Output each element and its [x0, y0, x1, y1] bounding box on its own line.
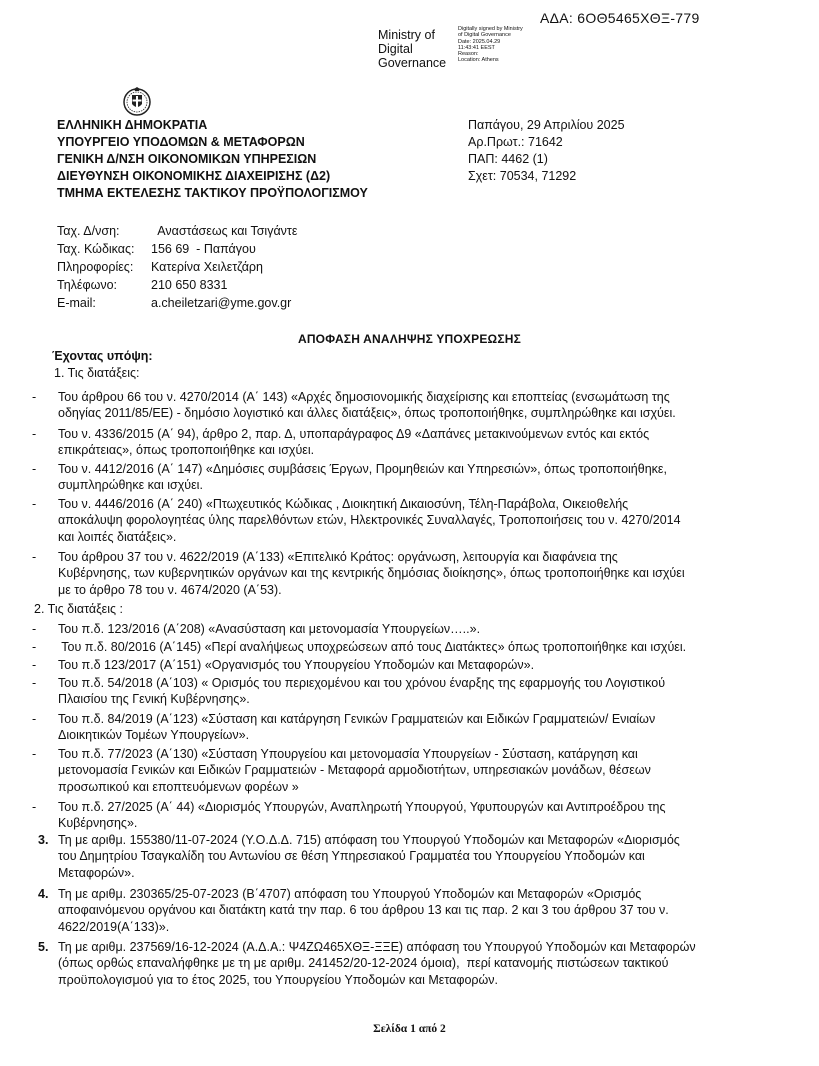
item-line: προϋπολογισμού για το έτος 2025, του Υπουργείου Υποδομών και Μεταφορών. [58, 972, 498, 987]
signature-org-line: Digital [378, 42, 413, 56]
reference-block [468, 117, 625, 185]
item-line: Κυβέρνησης». [58, 816, 138, 831]
section-2-label: 2. Τις διατάξεις : [34, 602, 123, 616]
item-number: 3. [38, 833, 49, 847]
bullet-dash: - [32, 658, 37, 672]
bullet-dash: - [32, 640, 37, 654]
list-item [58, 711, 754, 744]
item-line: Πλαισίου της Γενική Κυβέρνησης». [58, 692, 250, 707]
bullet-dash: - [32, 800, 37, 814]
item-line: Του ν. 4446/2016 (Α΄ 240) «Πτωχευτικός Κώδικας , Διοικητική Δικαιοσύνη, Τέλη-Παράβολα, Οικειοθελής [58, 497, 629, 511]
item-number: 4. [38, 887, 49, 901]
item-line: και λοιπές διατάξεις». [58, 529, 177, 544]
list-item [58, 389, 754, 422]
item-line: 4622/2019(Α΄133)». [58, 919, 170, 934]
bullet-dash: - [32, 712, 37, 726]
issuer-line: ΥΠΟΥΡΓΕΙΟ ΥΠΟΔΟΜΩΝ & ΜΕΤΑΦΟΡΩΝ [57, 135, 305, 149]
section-1-list [0, 389, 819, 599]
item-line: αποφαινόμενου οργάνου και διατάκτη κατά την παρ. 6 του άρθρου 13 και τις παρ. 2 και 3 του άρθρου 37 του ν. [58, 903, 669, 918]
ada-code: ΑΔΑ: 6ΟΘ5465ΧΘΞ-779 [540, 10, 700, 26]
reference-line: Παπάγου, 29 Απριλίου 2025 [468, 118, 625, 132]
item-number: 5. [38, 940, 49, 954]
item-line: οδηγίας 2011/85/ΕΕ) - δημόσιο λογιστικό και άλλες διατάξεις», όπως τροποποιήθηκε, συμπληρώθηκε και ισχύει. [58, 406, 676, 421]
issuer-block [57, 117, 368, 202]
bullet-dash: - [32, 550, 37, 564]
signature-org-line: Governance [378, 56, 447, 70]
list-item [58, 621, 754, 637]
item-line: Τη με αριθμ. 237569/16-12-2024 (Α.Δ.Α.: Ψ4ΖΩ465ΧΘΞ-ΞΞΕ) απόφαση του Υπουργού Υποδομών και Μεταφορών [58, 940, 696, 954]
greek-coat-of-arms-icon [121, 85, 153, 117]
signature-detail: of Digital Governance [458, 32, 511, 39]
item-line: Του άρθρου 66 του ν. 4270/2014 (Α΄ 143) «Αρχές δημοσιονομικής διαχείρισης και εποπτείας (ενσωμάτωση της [58, 390, 670, 404]
contact-key: Ταχ. Κώδικας: [57, 242, 135, 256]
bullet-dash: - [32, 747, 37, 761]
bullet-dash: - [32, 497, 37, 511]
contact-value: Αναστάσεως και Τσιγάντε [151, 224, 298, 238]
numbered-list [0, 832, 819, 1002]
reference-line: Αρ.Πρωτ.: 71642 [468, 135, 563, 149]
list-item [58, 675, 754, 708]
bullet-dash: - [32, 676, 37, 690]
list-item [58, 639, 754, 655]
signature-detail: Digitally signed by Ministry [458, 26, 523, 32]
item-line: Του π.δ. 84/2019 (Α΄123) «Σύσταση και κατάργηση Γενικών Γραμματειών και Ειδικών Γραμματειών/ Ενιαίων [58, 712, 656, 726]
contact-row [57, 240, 297, 258]
item-line: Του άρθρου 37 του ν. 4622/2019 (Α΄133) «Επιτελικό Κράτος: οργάνωση, λειτουργία και διαφάνεια της [58, 550, 618, 564]
item-line: με το άρθρο 78 του ν. 4674/2020 (Α΄53). [58, 582, 282, 597]
item-line: μετονομασία Γενικών και Ειδικών Γραμματειών - Μεταφορά αρμοδιοτήτων, υπηρεσιακών μονάδων, θέσεων [58, 763, 651, 778]
list-item [58, 461, 754, 494]
item-line: συμπληρώθηκε και ισχύει. [58, 478, 203, 493]
item-line: προσωπικού και εποπτευόμενων φορέων » [58, 779, 299, 794]
list-item [58, 549, 754, 598]
section-1-label: 1. Τις διατάξεις: [54, 366, 140, 380]
contact-row [57, 294, 297, 312]
list-item [58, 657, 754, 673]
list-item [58, 496, 754, 545]
issuer-line: ΤΜΗΜΑ ΕΚΤΕΛΕΣΗΣ ΤΑΚΤΙΚΟΥ ΠΡΟΫΠΟΛΟΓΙΣΜΟΥ [57, 186, 368, 200]
email-value: a.cheiletzari@yme.gov.gr [151, 296, 292, 310]
contact-row [57, 258, 297, 276]
item-line: Τη με αριθμ. 230365/25-07-2023 (Β΄4707) απόφαση του Υπουργού Υποδομών και Μεταφορών «Ορισμός [58, 887, 642, 901]
contact-value: 210 650 8331 [151, 278, 228, 292]
list-item [58, 426, 754, 459]
item-line: Του π.δ. 123/2016 (Α΄208) «Ανασύσταση και μετονομασία Υπουργείων…..». [58, 622, 481, 636]
contact-value: Κατερίνα Χειλετζάρη [151, 260, 263, 274]
reference-line: Σχετ: 70534, 71292 [468, 169, 577, 183]
list-item [58, 746, 754, 795]
page-number: Σελίδα 1 από 2 [373, 1023, 446, 1035]
signature-organization [378, 28, 468, 70]
item-line: Του ν. 4336/2015 (Α΄ 94), άρθρο 2, παρ. Δ, υποπαράγραφος Δ9 «Δαπάνες μετακινούμενων εντός και εκτός [58, 427, 650, 441]
item-line: επικράτειας», όπως τροποποιήθηκε και ισχύει. [58, 443, 315, 458]
document-title: ΑΠΟΦΑΣΗ ΑΝΑΛΗΨΗΣ ΥΠΟΧΡΕΩΣΗΣ [297, 332, 522, 346]
having-regard-heading: Έχοντας υπόψη: [52, 349, 153, 363]
signature-details [458, 26, 558, 64]
contact-row [57, 222, 297, 240]
contact-key: Ταχ. Δ/νση: [57, 224, 120, 238]
item-line: Διοικητικών Τομέων Υπουργείων». [58, 728, 250, 743]
signature-detail: 11:43:41 EEST [458, 44, 495, 51]
issuer-line: ΓΕΝΙΚΗ Δ/ΝΣΗ ΟΙΚΟΝΟΜΙΚΩΝ ΥΠΗΡΕΣΙΩΝ [57, 152, 317, 166]
contact-block [57, 222, 297, 312]
contact-key: E-mail: [57, 296, 96, 310]
item-line: Του π.δ. 77/2023 (Α΄130) «Σύσταση Υπουργείου και μετονομασία Υπουργείων - Σύσταση, κατάργηση και [58, 747, 638, 761]
section-2-list [0, 621, 819, 831]
bullet-dash: - [32, 427, 37, 441]
signature-org-line: Ministry of [378, 28, 435, 42]
item-line: Του π.δ. 27/2025 (Α΄ 44) «Διορισμός Υπουργών, Αναπληρωτή Υπουργού, Υφυπουργών και Αντιπροέδρου της [58, 800, 666, 814]
item-line: Του π.δ. 80/2016 (Α΄145) «Περί αναλήψεως υποχρεώσεων από τους Διατάκτες» όπως τροποποιήθηκε και ισχύει. [58, 640, 687, 654]
list-item [58, 832, 754, 881]
item-line: αποκάλυψη φορολογητέας ύλης παρελθόντων ετών, Ηλεκτρονικές Συναλλαγές, Τροποποιήσεις του ν. 4270/2014 [58, 513, 681, 528]
item-line: Μεταφορών». [58, 865, 135, 880]
contact-row [57, 276, 297, 294]
bullet-dash: - [32, 622, 37, 636]
item-line: του Δημητρίου Τσαγκαλίδη του Αντωνίου σε θέση Υπηρεσιακού Γραμματέα του Υπουργείου Υποδομών και [58, 849, 645, 864]
issuer-line: ΔΙΕΥΘΥΝΣΗ ΟΙΚΟΝΟΜΙΚΗΣ ΔΙΑΧΕΙΡΙΣΗΣ (Δ2) [57, 169, 331, 183]
list-item [58, 799, 754, 832]
list-item [58, 939, 754, 988]
item-line: Του ν. 4412/2016 (Α΄ 147) «Δημόσιες συμβάσεις Έργων, Προμηθειών και Υπηρεσιών», όπως τροποποιήθηκε, [58, 462, 667, 476]
bullet-dash: - [32, 390, 37, 404]
list-item [58, 886, 754, 935]
signature-detail: Date: 2025.04.29 [458, 38, 501, 45]
reference-line: ΠΑΠ: 4462 (1) [468, 152, 548, 166]
bullet-dash: - [32, 462, 37, 476]
item-line: (όπως ορθώς επαναλήφθηκε με τη με αριθμ. 241452/20-12-2024 όμοια), περί κατανομής πιστώσεων τακτικού [58, 956, 669, 971]
contact-key: Πληροφορίες: [57, 260, 134, 274]
contact-key: Τηλέφωνο: [57, 278, 118, 292]
item-line: Του π.δ 123/2017 (Α΄151) «Οργανισμός του Υπουργείου Υποδομών και Μεταφορών». [58, 658, 535, 672]
contact-value: 156 69 - Παπάγου [151, 242, 256, 256]
issuer-line: ΕΛΛΗΝΙΚΗ ΔΗΜΟΚΡΑΤΙΑ [57, 118, 208, 132]
item-line: Του π.δ. 54/2018 (Α΄103) « Ορισμός του περιεχομένου και του χρόνου έναρξης της εφαρμογής του Λογιστικού [58, 676, 666, 690]
signature-detail: Location: Athens [458, 57, 499, 64]
item-line: Τη με αριθμ. 155380/11-07-2024 (Υ.Ο.Δ.Δ. 715) απόφαση του Υπουργού Υποδομών και Μεταφορών «Διορισμός [58, 833, 680, 847]
item-line: Κυβέρνησης, των κυβερνητικών οργάνων και της κεντρικής δημόσιας διοίκησης», όπως τροποποιήθηκε και ισχύει [58, 566, 685, 581]
signature-detail: Reason: [458, 51, 479, 58]
